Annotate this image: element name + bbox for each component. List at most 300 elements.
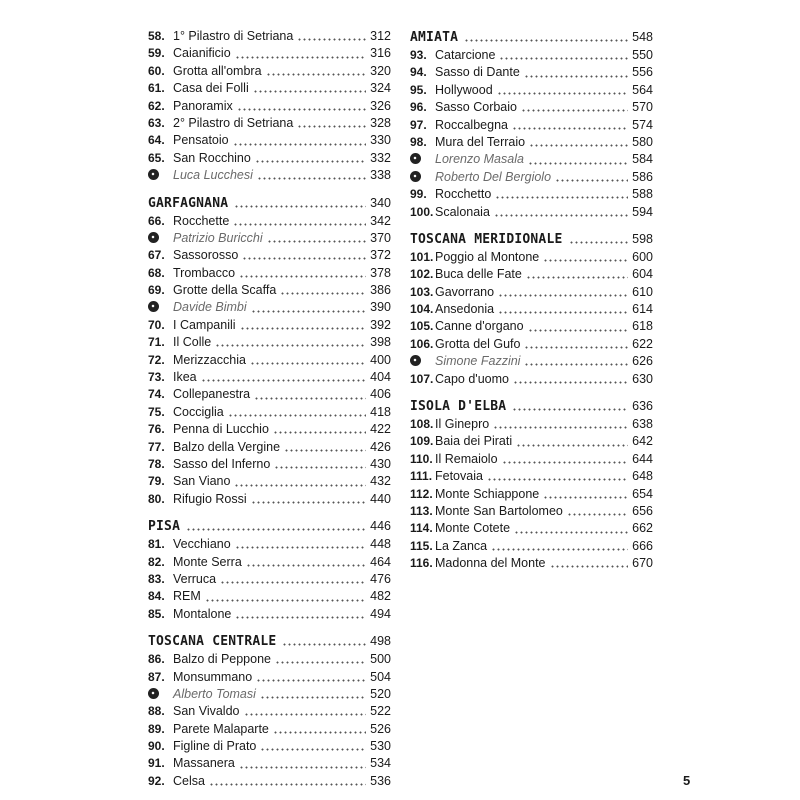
dot-leader [280,292,366,295]
toc-route-entry[interactable] [148,773,391,790]
section-page-number: 636 [632,399,653,414]
toc-route-entry[interactable] [148,63,391,80]
route-number: 66. [148,213,165,228]
route-title: Panoramix [173,98,233,113]
toc-column-right [410,28,653,573]
entry-page-number: 588 [632,187,653,202]
climber-author-icon [148,232,159,243]
route-title: Fetovaia [435,469,483,484]
route-title: Poggio al Montone [435,249,540,264]
entry-page-number: 406 [370,387,391,402]
entry-page-number: 580 [632,134,653,149]
toc-route-entry[interactable] [410,249,653,266]
section-heading [148,517,391,536]
dot-leader [297,38,366,41]
entry-page-number: 520 [370,686,391,701]
dot-leader [513,381,628,384]
entry-page-number: 448 [370,537,391,552]
route-number: 104. [410,302,434,317]
route-title: 1° Pilastro di Setriana [173,29,294,43]
dot-leader [494,214,628,217]
dot-leader [260,696,366,699]
toc-route-entry[interactable] [148,554,391,571]
route-number: 86. [148,652,165,667]
entry-page-number: 564 [632,82,653,97]
dot-leader [235,56,366,59]
route-number: 58. [148,29,165,43]
route-number: 84. [148,589,165,604]
toc-route-entry[interactable] [148,651,391,668]
route-title: Balzo di Peppone [173,652,271,667]
route-title: Casa dei Folli [173,81,249,96]
entry-page-number: 570 [632,100,653,115]
entry-page-number: 500 [370,652,391,667]
toc-route-entry[interactable] [410,301,653,318]
dot-leader [464,39,628,42]
route-title: Caianificio [173,46,231,61]
route-number: 72. [148,352,165,367]
route-title: San Vivaldo [173,704,240,719]
route-number: 75. [148,404,165,419]
entry-page-number: 670 [632,556,653,571]
route-number: 103. [410,284,434,299]
dot-leader [239,766,366,769]
toc-route-entry[interactable] [410,336,653,353]
author-icon-wrap [410,170,434,181]
toc-route-entry[interactable] [148,386,391,403]
toc-author-entry[interactable] [410,353,653,370]
route-title: Sasso del Inferno [173,456,271,471]
toc-route-entry[interactable] [410,82,653,99]
entry-page-number: 338 [370,168,391,183]
author-name: Patrizio Buricchi [173,230,263,245]
dot-leader [205,599,366,602]
dot-leader [237,108,366,111]
dot-leader [260,748,366,751]
dot-leader [242,257,366,260]
climber-author-icon [148,301,159,312]
entry-page-number: 422 [370,422,391,437]
author-name: Simone Fazzini [435,354,521,369]
dot-leader [251,310,367,313]
dot-leader [256,679,366,682]
entry-page-number: 370 [370,230,391,245]
dot-leader [487,478,628,481]
dot-leader [209,783,366,786]
dot-leader [499,57,628,60]
author-name: Lorenzo Masala [435,152,524,167]
route-number: 99. [410,187,427,202]
dot-leader [282,643,366,646]
section-page-number: 598 [632,231,653,246]
route-number: 59. [148,46,165,61]
route-number: 100. [410,204,434,219]
dot-leader [543,259,628,262]
section-heading [148,194,391,213]
toc-route-entry[interactable] [410,538,653,555]
route-title: Penna di Lucchio [173,422,269,437]
toc-route-entry[interactable] [148,721,391,738]
route-title: Vecchiano [173,537,231,552]
toc-route-entry[interactable] [148,738,391,755]
entry-page-number: 648 [632,469,653,484]
entry-page-number: 644 [632,451,653,466]
route-title: Grotte della Scaffa [173,283,277,298]
toc-route-entry[interactable] [148,352,391,369]
entry-page-number: 614 [632,302,653,317]
route-number: 115. [410,538,433,553]
entry-page-number: 432 [370,474,391,489]
toc-author-entry[interactable] [148,299,391,316]
route-number: 88. [148,704,165,719]
dot-leader [254,397,366,400]
route-number: 87. [148,669,165,684]
route-number: 91. [148,756,165,771]
route-number: 105. [410,319,434,334]
entry-page-number: 430 [370,456,391,471]
dot-leader [267,240,367,243]
entry-page-number: 392 [370,317,391,332]
route-title: Il Remaiolo [435,451,498,466]
entry-page-number: 328 [370,115,391,130]
toc-route-entry[interactable] [410,117,653,134]
dot-leader [567,513,628,516]
route-title: Monte Cotete [435,521,511,536]
route-number: 108. [410,417,434,432]
dot-leader [491,548,628,551]
entry-page-number: 654 [632,486,653,501]
entry-page-number: 312 [370,29,391,43]
entry-page-number: 372 [370,248,391,263]
entry-page-number: 626 [632,354,653,369]
route-number: 69. [148,283,165,298]
dot-leader [524,363,628,366]
route-title: Monte Schiappone [435,486,540,501]
entry-page-number: 386 [370,283,391,298]
toc-route-entry[interactable] [148,98,391,115]
route-title: Ansedonia [435,302,495,317]
route-number: 74. [148,387,165,402]
section-page-number: 548 [632,30,653,44]
dot-leader [528,329,629,332]
route-title: Pensatoio [173,133,229,148]
section-page-number: 498 [370,634,391,649]
route-title: Trombacco [173,265,236,280]
route-title: Baia dei Pirati [435,434,513,449]
route-title: Scalonaia [435,204,490,219]
entry-page-number: 482 [370,589,391,604]
toc-route-entry[interactable] [410,99,653,116]
dot-leader [233,223,366,226]
route-number: 97. [410,117,427,132]
dot-leader [502,461,629,464]
toc-route-entry[interactable] [148,317,391,334]
route-title: Balzo della Vergine [173,439,281,454]
route-number: 70. [148,317,165,332]
route-number: 77. [148,439,165,454]
toc-route-entry[interactable] [410,318,653,335]
entry-page-number: 574 [632,117,653,132]
dot-leader [244,713,367,716]
route-number: 90. [148,739,165,754]
route-title: Madonna del Monte [435,556,546,571]
route-number: 85. [148,606,165,621]
toc-route-entry[interactable] [410,64,653,81]
route-number: 79. [148,474,165,489]
entry-page-number: 622 [632,336,653,351]
dot-leader [550,565,629,568]
toc-route-entry[interactable] [410,186,653,203]
route-number: 96. [410,100,427,115]
route-number: 64. [148,133,165,148]
dot-leader [569,241,629,244]
entry-page-number: 426 [370,439,391,454]
section-title: AMIATA [410,30,459,45]
route-title: Sassorosso [173,248,239,263]
author-icon-wrap [148,231,172,242]
route-title: Il Colle [173,335,212,350]
toc-author-entry[interactable] [410,169,653,186]
dot-leader [495,196,628,199]
route-title: Sasso Corbaio [435,100,517,115]
toc-route-entry[interactable] [410,433,653,450]
route-number: 61. [148,81,165,96]
toc-route-entry[interactable] [410,284,653,301]
toc-column-left [148,28,391,790]
toc-route-entry[interactable] [148,334,391,351]
entry-page-number: 666 [632,538,653,553]
toc-route-entry[interactable] [410,416,653,433]
route-title: Rocchetto [435,187,492,202]
route-number: 106. [410,336,434,351]
section-heading [410,28,653,47]
route-number: 101. [410,249,434,264]
section-title: TOSCANA MERIDIONALE [410,231,563,247]
route-number: 81. [148,537,165,552]
route-title: REM [173,589,201,604]
toc-route-entry[interactable] [148,247,391,264]
route-number: 67. [148,248,165,263]
section-title: ISOLA D'ELBA [410,399,507,415]
toc-route-entry[interactable] [148,571,391,588]
entry-page-number: 534 [370,756,391,771]
dot-leader [215,344,366,347]
dot-leader [240,327,367,330]
entry-page-number: 464 [370,554,391,569]
dot-leader [498,294,628,297]
toc-route-entry[interactable] [148,421,391,438]
toc-route-entry[interactable] [148,265,391,282]
toc-author-entry[interactable] [148,230,391,247]
route-number: 113. [410,503,433,518]
toc-route-entry[interactable] [410,47,653,64]
dot-leader [543,496,628,499]
dot-leader [246,564,366,567]
route-title: San Viano [173,474,231,489]
toc-route-entry[interactable] [410,451,653,468]
route-title: Figline di Prato [173,739,257,754]
dot-leader [253,90,366,93]
entry-page-number: 378 [370,265,391,280]
dot-leader [526,276,628,279]
entry-page-number: 530 [370,739,391,754]
dot-leader [201,379,367,382]
route-title: Massanera [173,756,235,771]
climber-author-icon [410,355,421,366]
toc-route-entry[interactable] [410,486,653,503]
entry-page-number: 586 [632,169,653,184]
route-title: Monsummano [173,669,253,684]
entry-page-number: 320 [370,63,391,78]
route-number: 71. [148,335,165,350]
toc-route-entry[interactable] [148,473,391,490]
dot-leader [234,484,366,487]
toc-route-entry[interactable] [148,80,391,97]
route-title: Gavorrano [435,284,495,299]
route-number: 93. [410,48,427,62]
dot-leader [235,546,366,549]
route-title: Grotta all'ombra [173,63,262,78]
toc-route-entry[interactable] [410,520,653,537]
entry-page-number: 656 [632,503,653,518]
toc-route-entry[interactable] [148,132,391,149]
route-title: Ikea [173,370,197,385]
route-title: Sasso di Dante [435,65,520,80]
toc-route-entry[interactable] [148,115,391,132]
route-title: I Campanili [173,317,236,332]
dot-leader [233,143,367,146]
route-number: 92. [148,773,165,788]
dot-leader [273,431,366,434]
route-number: 116. [410,556,433,571]
route-title: Catarcione [435,48,496,62]
section-heading [148,632,391,651]
author-name: Roberto Del Bergiolo [435,169,552,184]
dot-leader [234,205,366,208]
toc-route-entry[interactable] [410,204,653,221]
toc-route-entry[interactable] [148,404,391,421]
dot-leader [529,144,628,147]
toc-route-entry[interactable] [148,606,391,623]
dot-leader [255,160,366,163]
toc-route-entry[interactable] [148,536,391,553]
toc-route-entry[interactable] [148,213,391,230]
toc-author-entry[interactable] [148,686,391,703]
toc-route-entry[interactable] [410,134,653,151]
section-heading [410,397,653,416]
route-title: Mura del Terraio [435,134,526,149]
toc-route-entry[interactable] [148,369,391,386]
dot-leader [521,109,628,112]
toc-author-entry[interactable] [410,151,653,168]
section-title: PISA [148,519,181,535]
entry-page-number: 504 [370,669,391,684]
section-title: TOSCANA CENTRALE [148,634,277,650]
route-title: Canne d'organo [435,319,524,334]
entry-page-number: 594 [632,204,653,219]
entry-page-number: 316 [370,46,391,61]
toc-route-entry[interactable] [410,371,653,388]
route-title: Monte Serra [173,554,242,569]
author-name: Davide Bimbi [173,300,247,315]
toc-route-entry[interactable] [148,439,391,456]
author-icon-wrap [410,152,434,163]
route-number: 114. [410,521,433,536]
route-title: Hollywood [435,82,493,97]
author-icon-wrap [410,354,434,365]
route-title: Parete Malaparte [173,721,269,736]
dot-leader [273,731,366,734]
dot-leader [251,501,367,504]
entry-page-number: 618 [632,319,653,334]
dot-leader [516,444,628,447]
route-number: 102. [410,267,434,282]
entry-page-number: 494 [370,606,391,621]
toc-route-entry[interactable] [410,555,653,572]
route-title: Verruca [173,571,217,586]
entry-page-number: 662 [632,521,653,536]
author-icon-wrap [148,168,172,179]
dot-leader [220,581,366,584]
route-number: 110. [410,451,433,466]
route-number: 107. [410,371,434,386]
toc-route-entry[interactable] [148,150,391,167]
dot-leader [186,528,366,531]
entry-page-number: 556 [632,65,653,80]
route-number: 83. [148,571,165,586]
route-title: 2° Pilastro di Setriana [173,115,294,130]
dot-leader [512,127,628,130]
toc-route-entry[interactable] [148,703,391,720]
route-title: Monte San Bartolomeo [435,503,563,518]
dot-leader [497,92,628,95]
route-title: Collepanestra [173,387,251,402]
dot-leader [250,362,366,365]
route-title: La Zanca [435,538,488,553]
route-title: Rocchette [173,213,230,228]
toc-route-entry[interactable] [148,491,391,508]
toc-route-entry[interactable] [410,468,653,485]
entry-page-number: 536 [370,773,391,788]
route-title: Buca delle Fate [435,267,522,282]
entry-page-number: 326 [370,98,391,113]
toc-route-entry[interactable] [148,588,391,605]
entry-page-number: 604 [632,267,653,282]
route-title: San Rocchino [173,150,251,165]
entry-page-number: 476 [370,571,391,586]
entry-page-number: 440 [370,491,391,506]
route-number: 82. [148,554,165,569]
toc-route-entry[interactable] [148,755,391,772]
toc-route-entry[interactable] [148,28,391,45]
route-title: Celsa [173,773,205,788]
route-title: Montalone [173,606,232,621]
toc-route-entry[interactable] [148,282,391,299]
toc-route-entry[interactable] [410,266,653,283]
dot-leader [297,125,366,128]
entry-page-number: 342 [370,213,391,228]
toc-author-entry[interactable] [148,167,391,184]
entry-page-number: 404 [370,370,391,385]
entry-page-number: 584 [632,152,653,167]
author-icon-wrap [148,300,172,311]
dot-leader [284,449,366,452]
toc-route-entry[interactable] [410,503,653,520]
toc-route-entry[interactable] [148,456,391,473]
toc-route-entry[interactable] [148,45,391,62]
toc-route-entry[interactable] [148,669,391,686]
dot-leader [257,177,366,180]
